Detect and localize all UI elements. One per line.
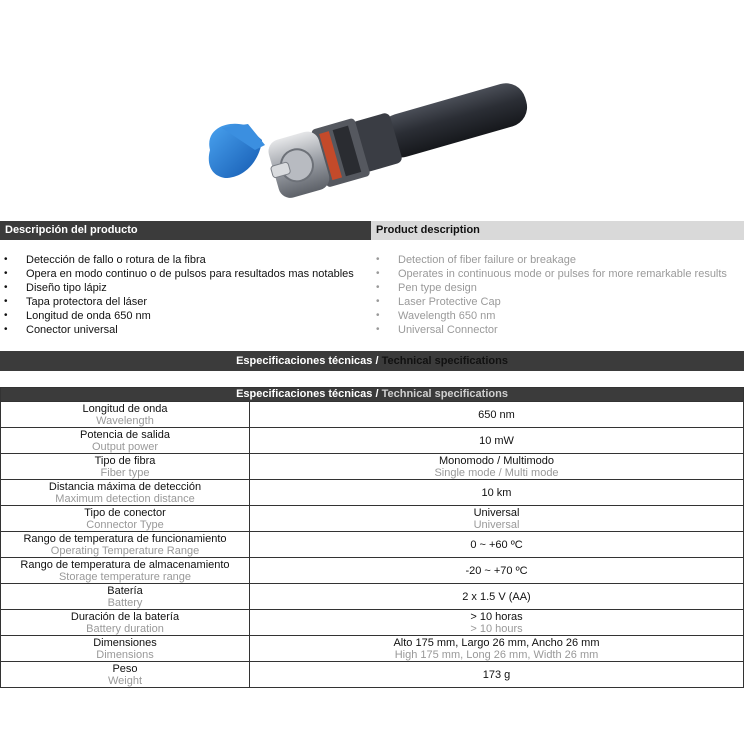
spec-value-es: 10 km: [481, 486, 512, 499]
table-row: [1, 610, 744, 636]
spec-value-es: 10 mW: [479, 434, 514, 447]
table-row: [1, 662, 744, 688]
spec-value-es: 650 nm: [478, 408, 515, 421]
list-item: • Longitud de onda 650 nm: [0, 309, 371, 323]
spec-table-title-en: Technical specifications: [381, 388, 508, 400]
spec-label-en: Output power: [91, 440, 159, 453]
table-row: [1, 584, 744, 610]
spec-label-en: Maximum detection distance: [55, 492, 195, 505]
table-row: [1, 532, 744, 558]
list-item: • Tapa protectora del láser: [0, 295, 371, 309]
spec-value-es: Monomodo / Multimodo: [439, 454, 554, 467]
spec-label-es: Peso: [112, 662, 138, 675]
list-item: • Diseño tipo lápiz: [0, 281, 371, 295]
spec-label-es: Distancia máxima de detección: [48, 480, 202, 493]
table-row: [1, 506, 744, 532]
spec-banner: [0, 351, 744, 371]
spec-label-en: Fiber type: [100, 466, 150, 479]
description-list-es: [0, 253, 371, 337]
spec-label-es: Tipo de conector: [84, 506, 166, 519]
spec-value-en: > 10 hours: [470, 622, 523, 635]
description-list-en: [372, 253, 744, 337]
spec-value-es: Alto 175 mm, Largo 26 mm, Ancho 26 mm: [393, 636, 600, 649]
spec-table-title-es: Especificaciones técnicas /: [236, 388, 382, 400]
spec-value-es: 2 x 1.5 V (AA): [462, 590, 531, 603]
spec-label-en: Wavelength: [96, 414, 154, 427]
list-item: • Opera en modo continuo o de pulsos para resultados mas notables: [0, 267, 371, 281]
list-item: • Wavelength 650 nm: [372, 309, 744, 323]
table-row: [1, 454, 744, 480]
spec-label-es: Dimensiones: [93, 636, 157, 649]
spec-value-es: -20 ~ +70 ºC: [465, 564, 528, 577]
list-item: • Detección de fallo o rotura de la fibra: [0, 253, 371, 267]
spec-label-es: Longitud de onda: [82, 402, 168, 415]
spec-label-es: Tipo de fibra: [94, 454, 156, 467]
list-item: • Laser Protective Cap: [372, 295, 744, 309]
spec-label-en: Operating Temperature Range: [50, 544, 200, 557]
spec-label-es: Batería: [107, 584, 143, 597]
spec-value-es: Universal: [473, 506, 520, 519]
product-image: [0, 0, 750, 215]
spec-table-title: [1, 388, 744, 402]
table-row: [1, 480, 744, 506]
spec-label-en: Battery: [107, 596, 143, 609]
spec-label-en: Connector Type: [86, 518, 164, 531]
spec-banner-es: Especificaciones técnicas /: [236, 355, 382, 367]
spec-banner-en: Technical specifications: [381, 355, 508, 367]
spec-label-es: Rango de temperatura de almacenamiento: [20, 558, 230, 571]
table-row: [1, 402, 744, 428]
description-title-es: Descripción del producto: [0, 221, 371, 240]
spec-value-en: Single mode / Multi mode: [434, 466, 559, 479]
list-item: • Operates in continuous mode or pulses for more remarkable results: [372, 267, 744, 281]
list-item: • Detection of fiber failure or breakage: [372, 253, 744, 267]
table-row: [1, 636, 744, 662]
spec-label-en: Dimensions: [96, 648, 154, 661]
spec-value-es: 173 g: [482, 668, 511, 681]
spec-table-title-cell: [1, 388, 744, 402]
list-item: • Universal Connector: [372, 323, 744, 337]
table-row: [1, 558, 744, 584]
list-item: • Conector universal: [0, 323, 371, 337]
spec-value-en: High 175 mm, Long 26 mm, Width 26 mm: [394, 648, 599, 661]
spec-label-es: Rango de temperatura de funcionamiento: [23, 532, 227, 545]
spec-value-es: 0 ~ +60 ºC: [470, 538, 523, 551]
spec-label-en: Battery duration: [86, 622, 164, 635]
spec-value-es: > 10 horas: [470, 610, 523, 623]
table-row: [1, 428, 744, 454]
fiber-pen-icon: [0, 0, 750, 215]
spec-value-en: Universal: [473, 518, 520, 531]
description-title-en: Product description: [371, 221, 744, 240]
spec-label-es: Duración de la batería: [70, 610, 180, 623]
spec-table: [0, 387, 744, 688]
spec-label-en: Weight: [107, 674, 143, 687]
list-item: • Pen type design: [372, 281, 744, 295]
spec-label-en: Storage temperature range: [58, 570, 192, 583]
spec-label-es: Potencia de salida: [80, 428, 170, 441]
